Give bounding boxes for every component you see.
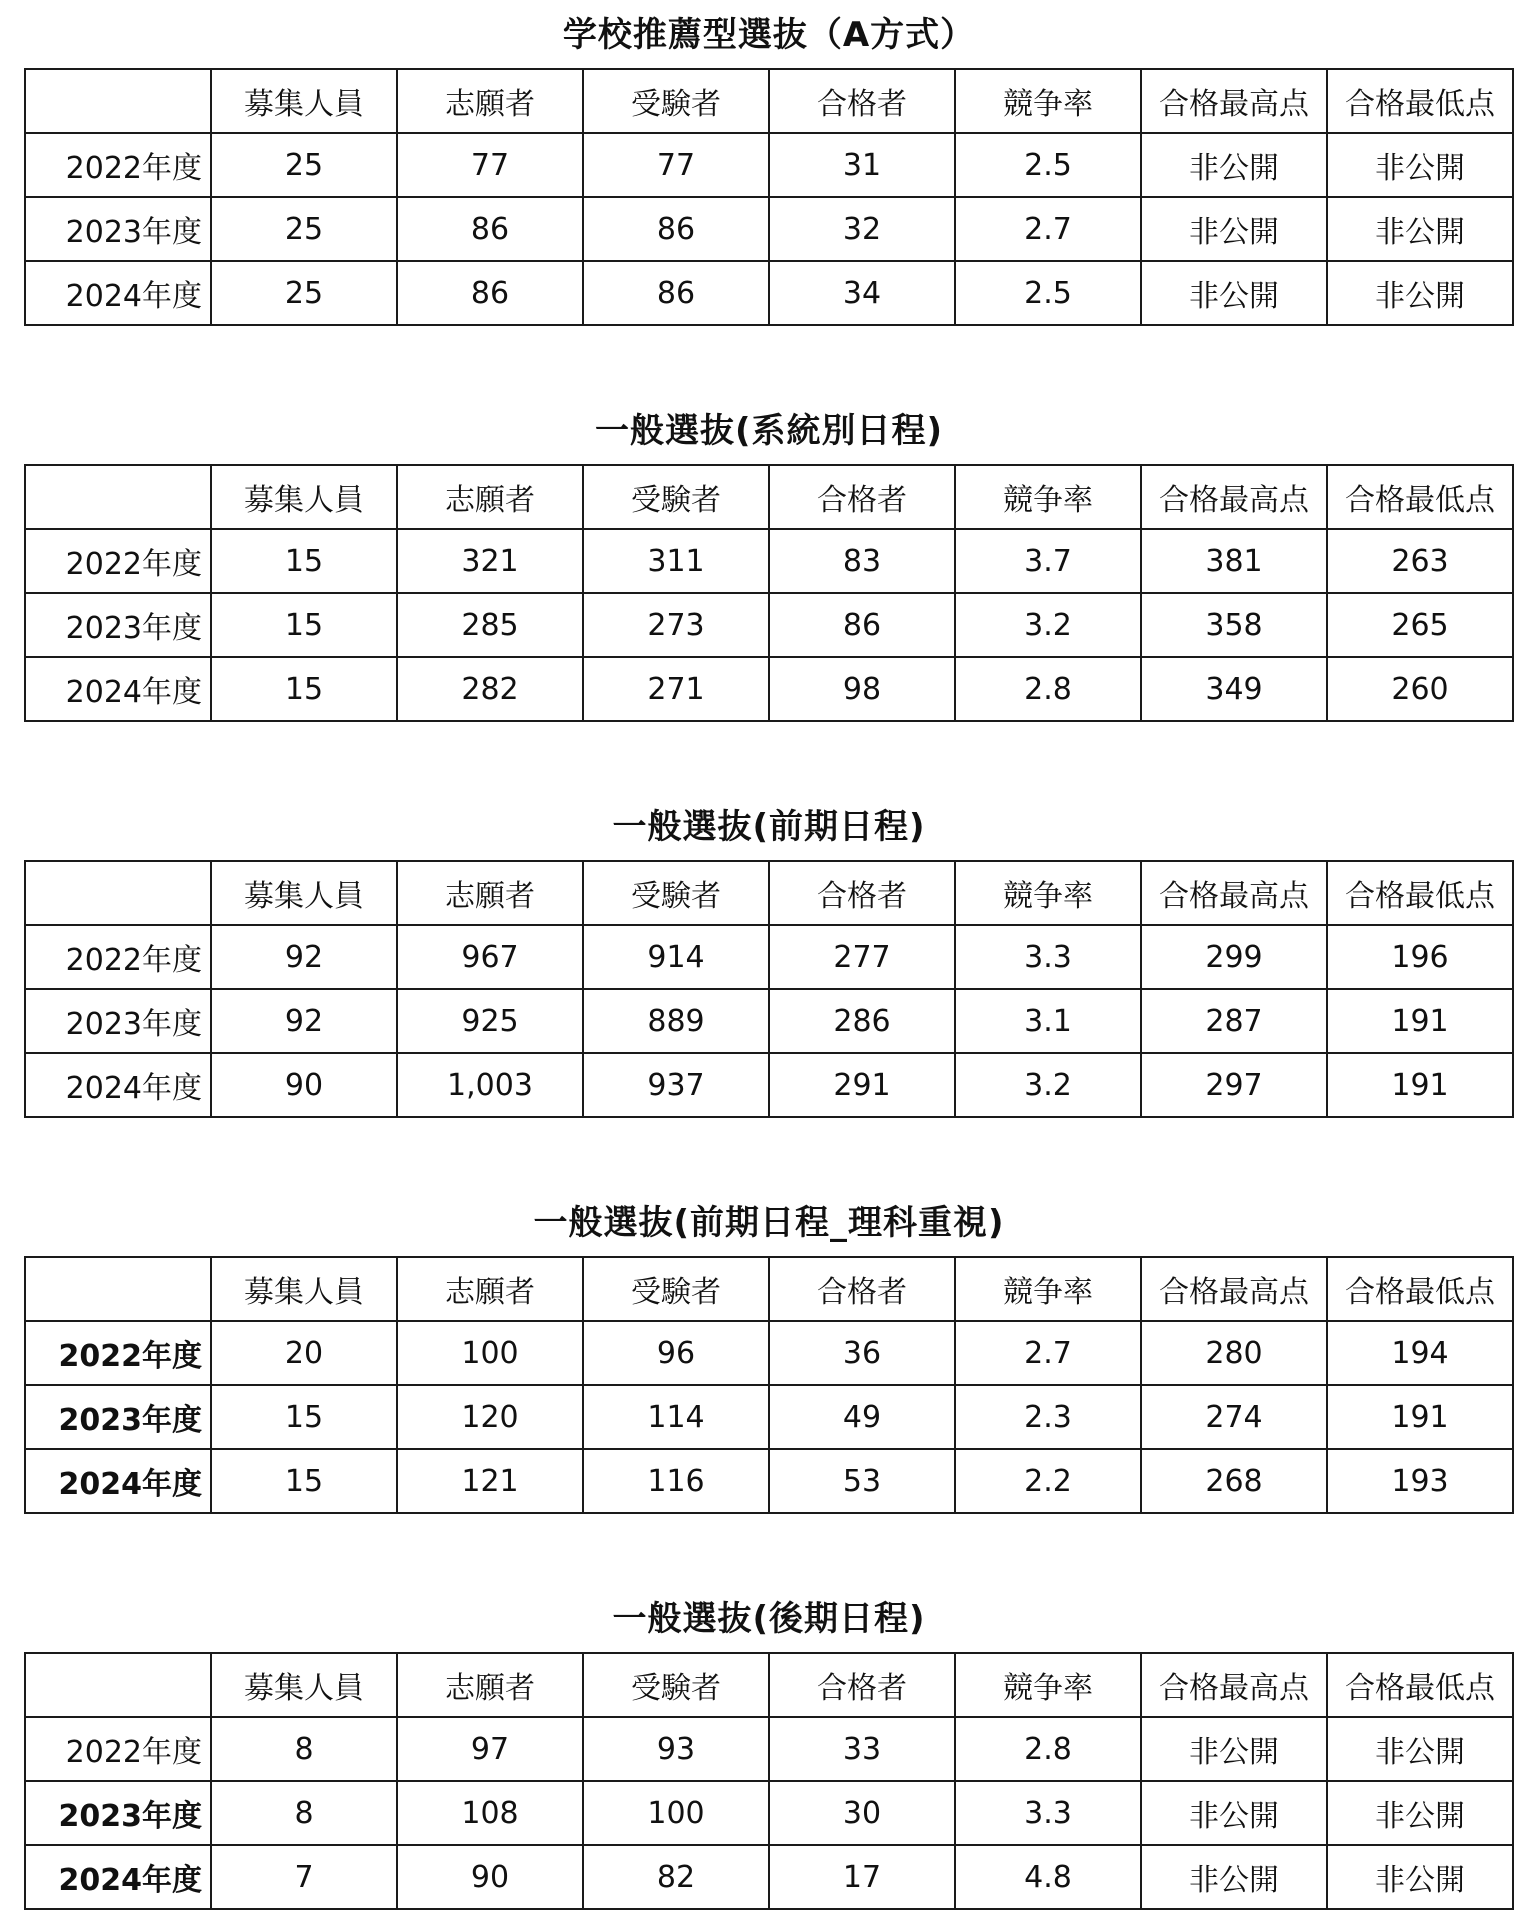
table-cell: 25: [211, 261, 397, 325]
table-cell: 191: [1327, 989, 1513, 1053]
table-cell: 2.7: [955, 197, 1141, 261]
table-cell: 非公開: [1141, 1845, 1327, 1909]
year-label: 2022年度: [25, 529, 211, 593]
table-cell: 1,003: [397, 1053, 583, 1117]
statistics-table: [24, 464, 1514, 722]
table-cell: 265: [1327, 593, 1513, 657]
table-cell: 15: [211, 529, 397, 593]
table-cell: 30: [769, 1781, 955, 1845]
column-header: 受験者: [583, 1653, 769, 1717]
table-cell: 17: [769, 1845, 955, 1909]
table-cell: 25: [211, 197, 397, 261]
table-cell: 25: [211, 133, 397, 197]
selection-section: [24, 1190, 1514, 1514]
year-label: 2024年度: [25, 1449, 211, 1513]
column-header: 受験者: [583, 465, 769, 529]
statistics-table: [24, 1652, 1514, 1910]
table-cell: 98: [769, 657, 955, 721]
table-cell: 263: [1327, 529, 1513, 593]
statistics-table: [24, 860, 1514, 1118]
table-cell: 34: [769, 261, 955, 325]
table-cell: 120: [397, 1385, 583, 1449]
table-cell: 86: [397, 197, 583, 261]
column-header: 募集人員: [211, 1257, 397, 1321]
table-cell: 277: [769, 925, 955, 989]
column-header: 志願者: [397, 861, 583, 925]
table-row: [25, 989, 1513, 1053]
year-label: 2023年度: [25, 1781, 211, 1845]
header-row: [25, 69, 1513, 133]
table-row: [25, 1053, 1513, 1117]
corner-cell: [25, 465, 211, 529]
column-header: 募集人員: [211, 861, 397, 925]
table-cell: 82: [583, 1845, 769, 1909]
column-header: 競争率: [955, 465, 1141, 529]
table-cell: 271: [583, 657, 769, 721]
table-row: [25, 657, 1513, 721]
column-header: 合格最低点: [1327, 69, 1513, 133]
column-header: 志願者: [397, 1653, 583, 1717]
year-label: 2022年度: [25, 1717, 211, 1781]
table-cell: 937: [583, 1053, 769, 1117]
section-title: 一般選抜(前期日程_理科重視): [533, 1203, 1005, 1243]
column-header: 競争率: [955, 1257, 1141, 1321]
column-header: 合格最高点: [1141, 465, 1327, 529]
table-cell: 193: [1327, 1449, 1513, 1513]
table-row: [25, 1385, 1513, 1449]
table-cell: 4.8: [955, 1845, 1141, 1909]
table-cell: 86: [769, 593, 955, 657]
corner-cell: [25, 69, 211, 133]
table-row: [25, 261, 1513, 325]
table-cell: 7: [211, 1845, 397, 1909]
table-cell: 2.2: [955, 1449, 1141, 1513]
table-cell: 2.8: [955, 1717, 1141, 1781]
table-cell: 3.2: [955, 593, 1141, 657]
statistics-table: [24, 68, 1514, 326]
table-cell: 287: [1141, 989, 1327, 1053]
table-cell: 2.5: [955, 261, 1141, 325]
column-header: 合格者: [769, 69, 955, 133]
table-cell: 15: [211, 593, 397, 657]
table-cell: 3.1: [955, 989, 1141, 1053]
header-row: [25, 861, 1513, 925]
column-header: 受験者: [583, 861, 769, 925]
column-header: 募集人員: [211, 465, 397, 529]
table-cell: 非公開: [1141, 1781, 1327, 1845]
table-cell: 3.7: [955, 529, 1141, 593]
column-header: 合格者: [769, 861, 955, 925]
table-cell: 86: [397, 261, 583, 325]
table-cell: 32: [769, 197, 955, 261]
table-cell: 285: [397, 593, 583, 657]
table-cell: 311: [583, 529, 769, 593]
year-label: 2023年度: [25, 197, 211, 261]
table-cell: 282: [397, 657, 583, 721]
table-cell: 114: [583, 1385, 769, 1449]
table-row: [25, 1449, 1513, 1513]
table-cell: 15: [211, 1449, 397, 1513]
table-cell: 77: [397, 133, 583, 197]
table-cell: 2.8: [955, 657, 1141, 721]
table-cell: 191: [1327, 1385, 1513, 1449]
table-cell: 274: [1141, 1385, 1327, 1449]
column-header: 合格最低点: [1327, 465, 1513, 529]
table-cell: 191: [1327, 1053, 1513, 1117]
table-cell: 260: [1327, 657, 1513, 721]
corner-cell: [25, 1653, 211, 1717]
year-label: 2024年度: [25, 1845, 211, 1909]
table-cell: 914: [583, 925, 769, 989]
table-cell: 286: [769, 989, 955, 1053]
column-header: 合格者: [769, 465, 955, 529]
table-cell: 53: [769, 1449, 955, 1513]
section-title: 学校推薦型選抜（A方式）: [562, 15, 976, 55]
column-header: 募集人員: [211, 1653, 397, 1717]
column-header: 志願者: [397, 465, 583, 529]
column-header: 受験者: [583, 69, 769, 133]
column-header: 合格者: [769, 1653, 955, 1717]
table-cell: 967: [397, 925, 583, 989]
selection-section: [24, 2, 1514, 326]
section-title: 一般選抜(前期日程): [612, 807, 926, 847]
statistics-table: [24, 1256, 1514, 1514]
table-row: [25, 133, 1513, 197]
table-row: [25, 1717, 1513, 1781]
table-cell: 358: [1141, 593, 1327, 657]
year-label: 2022年度: [25, 133, 211, 197]
table-cell: 86: [583, 261, 769, 325]
table-cell: 非公開: [1141, 133, 1327, 197]
table-cell: 116: [583, 1449, 769, 1513]
column-header: 合格最低点: [1327, 861, 1513, 925]
table-cell: 97: [397, 1717, 583, 1781]
table-cell: 96: [583, 1321, 769, 1385]
table-cell: 273: [583, 593, 769, 657]
table-cell: 100: [583, 1781, 769, 1845]
column-header: 合格最高点: [1141, 861, 1327, 925]
table-cell: 92: [211, 989, 397, 1053]
table-cell: 92: [211, 925, 397, 989]
table-row: [25, 925, 1513, 989]
corner-cell: [25, 861, 211, 925]
table-cell: 297: [1141, 1053, 1327, 1117]
table-cell: 非公開: [1141, 261, 1327, 325]
year-label: 2022年度: [25, 925, 211, 989]
column-header: 合格最高点: [1141, 69, 1327, 133]
section-title: 一般選抜(後期日程): [612, 1599, 926, 1639]
column-header: 合格最高点: [1141, 1653, 1327, 1717]
table-cell: 非公開: [1327, 1717, 1513, 1781]
table-cell: 100: [397, 1321, 583, 1385]
table-cell: 8: [211, 1717, 397, 1781]
table-cell: 非公開: [1327, 261, 1513, 325]
table-cell: 非公開: [1327, 1845, 1513, 1909]
year-label: 2023年度: [25, 593, 211, 657]
header-row: [25, 1653, 1513, 1717]
table-cell: 31: [769, 133, 955, 197]
table-cell: 86: [583, 197, 769, 261]
year-label: 2022年度: [25, 1321, 211, 1385]
table-cell: 291: [769, 1053, 955, 1117]
table-row: [25, 529, 1513, 593]
table-cell: 90: [397, 1845, 583, 1909]
table-cell: 108: [397, 1781, 583, 1845]
table-cell: 2.5: [955, 133, 1141, 197]
table-row: [25, 1845, 1513, 1909]
corner-cell: [25, 1257, 211, 1321]
table-cell: 非公開: [1141, 197, 1327, 261]
header-row: [25, 465, 1513, 529]
section-title: 一般選抜(系統別日程): [594, 411, 944, 451]
table-cell: 2.3: [955, 1385, 1141, 1449]
table-cell: 33: [769, 1717, 955, 1781]
table-row: [25, 1321, 1513, 1385]
table-cell: 20: [211, 1321, 397, 1385]
table-row: [25, 1781, 1513, 1845]
table-cell: 93: [583, 1717, 769, 1781]
column-header: 競争率: [955, 69, 1141, 133]
column-header: 募集人員: [211, 69, 397, 133]
table-cell: 77: [583, 133, 769, 197]
header-row: [25, 1257, 1513, 1321]
table-cell: 196: [1327, 925, 1513, 989]
table-cell: 3.3: [955, 925, 1141, 989]
table-cell: 非公開: [1141, 1717, 1327, 1781]
table-cell: 925: [397, 989, 583, 1053]
table-row: [25, 197, 1513, 261]
year-label: 2023年度: [25, 989, 211, 1053]
selection-section: [24, 398, 1514, 722]
table-cell: 49: [769, 1385, 955, 1449]
table-cell: 299: [1141, 925, 1327, 989]
table-cell: 8: [211, 1781, 397, 1845]
column-header: 合格最低点: [1327, 1257, 1513, 1321]
table-cell: 15: [211, 657, 397, 721]
column-header: 競争率: [955, 1653, 1141, 1717]
selection-section: [24, 794, 1514, 1118]
table-cell: 121: [397, 1449, 583, 1513]
table-cell: 889: [583, 989, 769, 1053]
table-cell: 268: [1141, 1449, 1327, 1513]
column-header: 合格最低点: [1327, 1653, 1513, 1717]
table-cell: 321: [397, 529, 583, 593]
table-cell: 381: [1141, 529, 1327, 593]
table-row: [25, 593, 1513, 657]
table-cell: 非公開: [1327, 1781, 1513, 1845]
table-cell: 非公開: [1327, 133, 1513, 197]
selection-section: [24, 1586, 1514, 1910]
table-cell: 194: [1327, 1321, 1513, 1385]
table-cell: 36: [769, 1321, 955, 1385]
table-cell: 349: [1141, 657, 1327, 721]
column-header: 合格者: [769, 1257, 955, 1321]
table-cell: 90: [211, 1053, 397, 1117]
table-cell: 83: [769, 529, 955, 593]
table-cell: 非公開: [1327, 197, 1513, 261]
year-label: 2024年度: [25, 261, 211, 325]
year-label: 2024年度: [25, 657, 211, 721]
column-header: 受験者: [583, 1257, 769, 1321]
column-header: 志願者: [397, 1257, 583, 1321]
table-cell: 3.2: [955, 1053, 1141, 1117]
table-cell: 2.7: [955, 1321, 1141, 1385]
column-header: 志願者: [397, 69, 583, 133]
table-cell: 280: [1141, 1321, 1327, 1385]
year-label: 2023年度: [25, 1385, 211, 1449]
year-label: 2024年度: [25, 1053, 211, 1117]
column-header: 合格最高点: [1141, 1257, 1327, 1321]
column-header: 競争率: [955, 861, 1141, 925]
table-cell: 15: [211, 1385, 397, 1449]
table-cell: 3.3: [955, 1781, 1141, 1845]
